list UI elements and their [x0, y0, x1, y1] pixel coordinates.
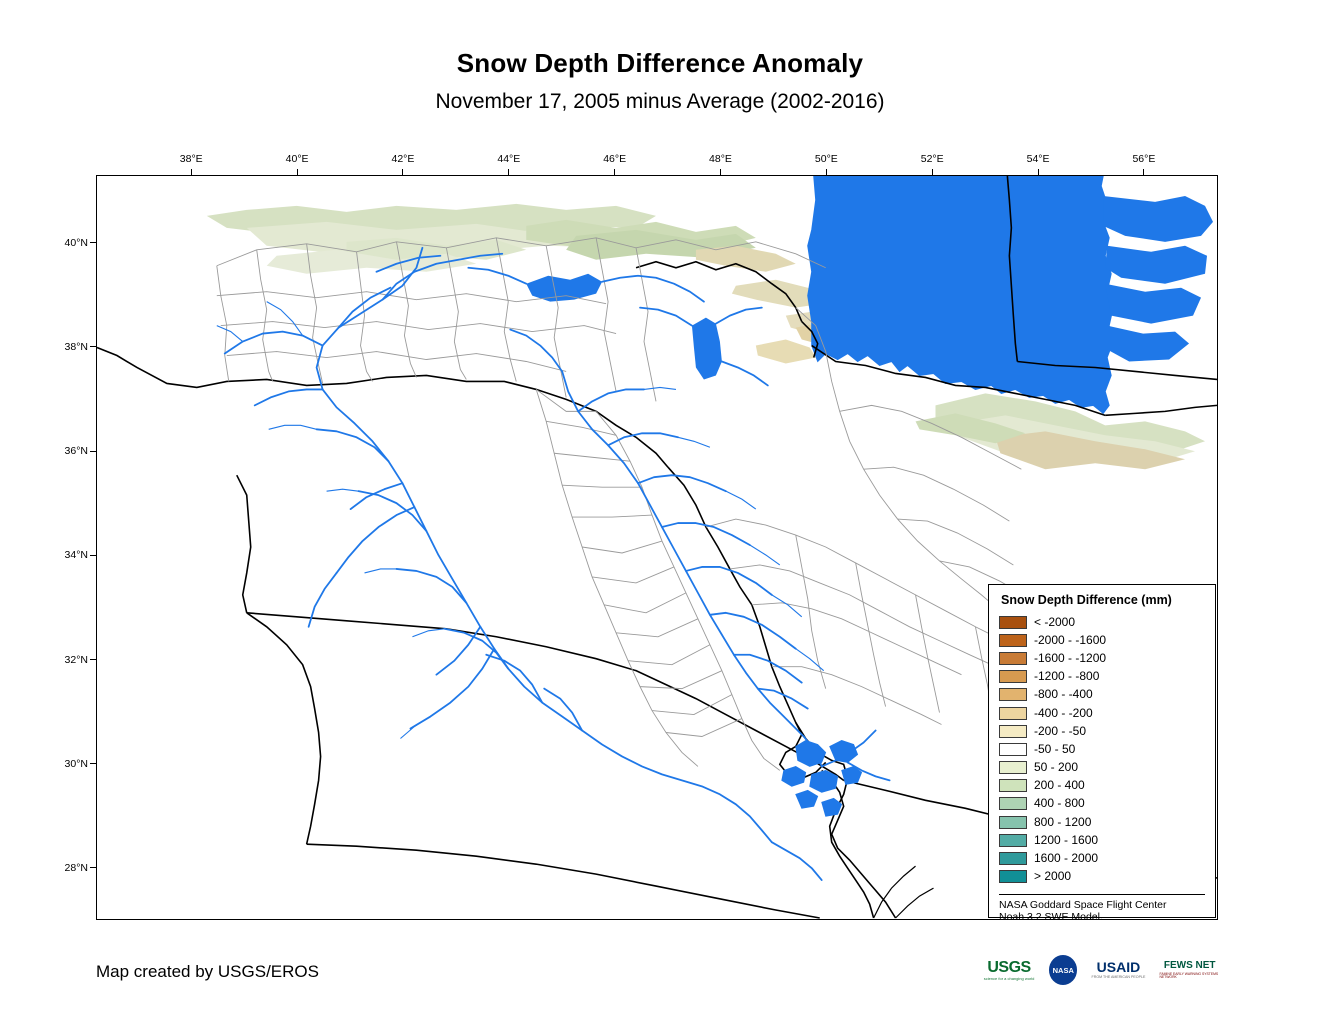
legend-label: 200 - 400 — [1034, 778, 1085, 793]
legend-item — [999, 668, 1205, 686]
legend-swatch — [999, 616, 1027, 629]
legend-label: -2000 - -1600 — [1034, 632, 1107, 647]
usaid-logo — [1083, 955, 1153, 985]
legend-item — [999, 849, 1205, 867]
legend-source-line1: NASA Goddard Space Flight Center — [999, 898, 1167, 911]
latitude-tick-label: 36°N — [64, 445, 88, 458]
longitude-tick-label: 54°E — [1026, 153, 1050, 165]
usaid-logo-tagline: FROM THE AMERICAN PEOPLE — [1091, 975, 1146, 980]
legend-swatch — [999, 652, 1027, 665]
usgs-logo-text: USGS — [987, 958, 1031, 976]
longitude-tick-label: 38°E — [179, 153, 203, 165]
longitude-tick-label: 52°E — [920, 153, 944, 165]
longitude-tick-label: 40°E — [285, 153, 309, 165]
legend-swatch — [999, 761, 1027, 774]
latitude-tick-label: 34°N — [64, 549, 88, 562]
legend-swatch — [999, 688, 1027, 701]
legend-swatch — [999, 779, 1027, 792]
legend-item — [999, 868, 1205, 886]
legend-item — [999, 759, 1205, 777]
usgs-logo — [975, 955, 1043, 985]
latitude-tick-label: 28°N — [64, 861, 88, 874]
legend-item — [999, 813, 1205, 831]
legend-item — [999, 613, 1205, 631]
nasa-logo-text: NASA — [1052, 965, 1074, 975]
longitude-tick-label: 48°E — [709, 153, 732, 165]
legend-label: < -2000 — [1034, 614, 1076, 629]
legend-label: 50 - 200 — [1034, 760, 1079, 775]
legend-label: 1600 - 2000 — [1034, 851, 1099, 866]
legend-item — [999, 740, 1205, 758]
legend-label: -400 - -200 — [1034, 705, 1093, 720]
legend-swatch — [999, 670, 1027, 683]
legend-source-note — [999, 894, 1205, 924]
usgs-logo-tagline: science for a changing world — [983, 975, 1035, 981]
legend-swatch — [999, 707, 1027, 720]
legend-label: 400 - 800 — [1034, 796, 1085, 811]
legend-label: -1200 - -800 — [1034, 669, 1100, 684]
legend-swatch — [999, 870, 1027, 883]
longitude-tick-label: 42°E — [391, 153, 415, 165]
legend-swatch — [999, 816, 1027, 829]
latitude-tick-label: 30°N — [64, 757, 88, 770]
fewsnet-logo-tagline: FAMINE EARLY WARNING SYSTEMS NETWORK — [1159, 971, 1219, 979]
agency-logos — [975, 952, 1220, 988]
legend-label: -1600 - -1200 — [1034, 650, 1107, 665]
legend-label: -200 - -50 — [1034, 723, 1087, 738]
longitude-tick-label: 50°E — [814, 153, 838, 165]
legend-swatch — [999, 797, 1027, 810]
legend-label: 800 - 1200 — [1034, 814, 1092, 829]
legend-label: -800 - -400 — [1034, 687, 1093, 702]
legend-item — [999, 722, 1205, 740]
latitude-tick-label: 32°N — [64, 653, 88, 666]
legend-source-line2: Noah 3.2 SWE Model. — [999, 911, 1103, 924]
legend-label: -50 - 50 — [1034, 741, 1076, 756]
map-legend — [988, 584, 1216, 924]
legend-item — [999, 704, 1205, 722]
page-title: Snow Depth Difference Anomaly — [456, 48, 864, 78]
usaid-logo-text: USAID — [1096, 959, 1141, 976]
legend-swatch — [999, 852, 1027, 865]
nasa-logo — [1049, 955, 1077, 985]
legend-item — [999, 831, 1205, 849]
fewsnet-logo-text: FEWS NET — [1163, 959, 1216, 971]
longitude-tick-label: 46°E — [603, 153, 627, 165]
latitude-tick-label: 38°N — [64, 340, 88, 353]
page-subtitle: November 17, 2005 minus Average (2002-2016) — [435, 90, 885, 113]
legend-item — [999, 777, 1205, 795]
latitude-tick-label: 40°N — [64, 236, 88, 249]
fewsnet-logo — [1159, 955, 1220, 985]
legend-item — [999, 795, 1205, 813]
legend-swatch — [999, 634, 1027, 647]
legend-title: Snow Depth Difference (mm) — [1001, 593, 1172, 607]
legend-label: > 2000 — [1034, 869, 1072, 884]
longitude-tick-label: 56°E — [1132, 153, 1156, 165]
legend-label: 1200 - 1600 — [1034, 832, 1099, 847]
legend-items — [999, 613, 1205, 886]
longitude-tick-label: 44°E — [497, 153, 521, 165]
legend-item — [999, 649, 1205, 667]
legend-item — [999, 686, 1205, 704]
legend-item — [999, 631, 1205, 649]
legend-swatch — [999, 743, 1027, 756]
legend-swatch — [999, 834, 1027, 847]
map-credit: Map created by USGS/EROS — [96, 962, 319, 981]
legend-swatch — [999, 725, 1027, 738]
